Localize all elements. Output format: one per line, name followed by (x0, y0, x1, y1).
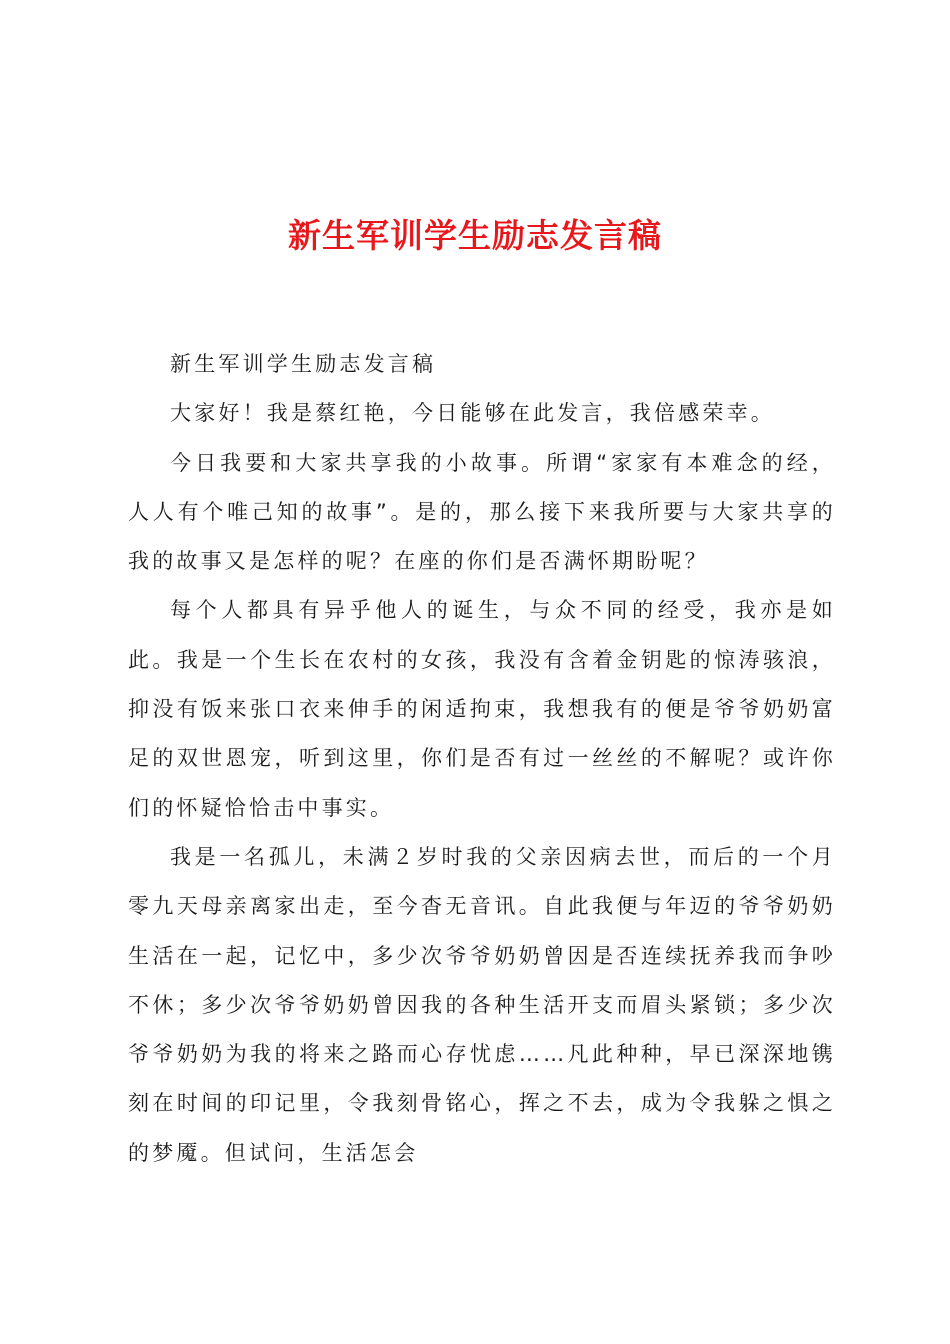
paragraph-orphan-story: 我是一名孤儿，未满２岁时我的父亲因病去世，而后的一个月零九天母亲离家出走，至今杳无音讯。自此我便与年迈的爷爷奶奶生活在一起，记忆中，多少次爷爷奶奶曾因是否连续抚养我而争吵不休；多少次爷爷奶奶曾因我的各种生活开支而眉头紧锁；多少次爷爷奶奶为我的将来之路而心存忧虑……凡此种种，早已深深地镌刻在时间的印记里，令我刻骨铭心，挥之不去，成为令我躲之惧之的梦魇。但试问，生活怎会 (128, 844, 836, 1165)
paragraph-greeting: 大家好！我是蔡红艳，今日能够在此发言，我倍感荣幸。 (170, 401, 775, 426)
paragraph-story-intro: 今日我要和大家共享我的小故事。所谓“家家有本难念的经，人人有个唯己知的故事”。是的，那么接下来我所要与大家共享的我的故事又是怎样的呢？在座的你们是否满怀期盼呢？ (128, 450, 836, 574)
paragraph-heading: 新生军训学生励志发言稿 (170, 352, 437, 376)
document-title: 新生军训学生励志发言稿 (288, 216, 662, 255)
paragraph-background: 每个人都具有异乎他人的诞生，与众不同的经受，我亦是如此。我是一个生长在农村的女孩，我没有含着金钥匙的惊涛骇浪，抑没有饭来张口衣来伸手的闲适拘束，我想我有的便是爷爷奶奶富足的双世恩宠，听到这里，你们是否有过一丝丝的不解呢？或许你们的怀疑恰恰击中事实。 (128, 598, 836, 820)
document-body (128, 340, 836, 1178)
